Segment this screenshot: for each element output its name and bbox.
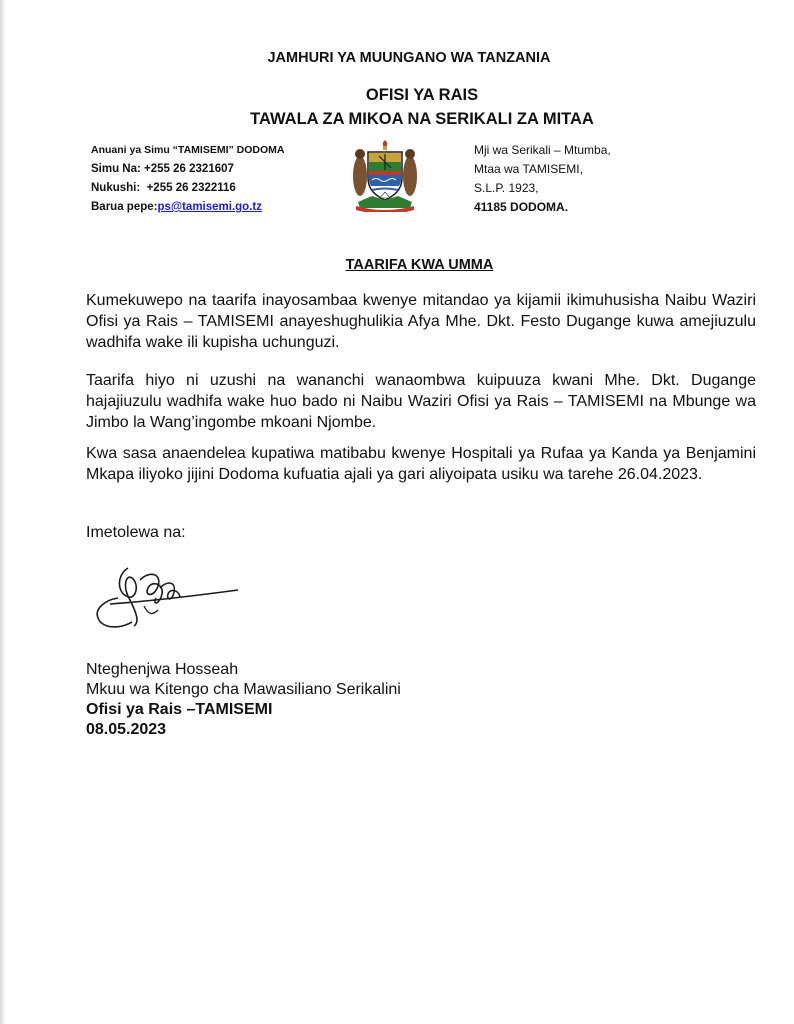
issued-by-label: Imetolewa na: [86,524,186,541]
fax-line [91,179,284,198]
signatory-name: Nteghenjwa Hosseah [86,661,239,678]
fax-number: +255 26 2322116 [146,182,236,194]
phone-number: +255 26 2321607 [144,163,234,175]
fax-label: Nukushi: [91,182,141,194]
postal-address [474,141,611,217]
office-heading: OFISI YA RAIS [365,86,479,104]
coat-of-arms-icon [350,140,420,212]
contact-block [91,141,284,217]
signatory-position: Mkuu wa Kitengo cha Mawasiliano Serikalini [86,681,401,698]
country-heading: JAMHURI YA MUUNGANO WA TANZANIA [267,50,551,66]
email-label: Barua pepe: [91,201,158,213]
email-line [91,198,284,217]
telegram-address: Anuani ya Simu “TAMISEMI” DODOMA [91,144,285,156]
page-edge-shadow [0,0,6,1024]
notice-paragraph-1: Kumekuwepo na taarifa inayosambaa kwenye mitandao ya kijamii ikimuhusisha Naibu Waziri Ofisi ya Rais – TAMISEMI anayeshughulikia Afya Mhe. Dkt. Festo Dugange kuwa amejiuzulu wadhifa wake ili kupisha uchunguzi. [86,292,756,351]
phone-line [91,160,284,179]
issue-date: 08.05.2023 [86,721,167,738]
address-line-1: Mji wa Serikali – Mtumba, [474,143,611,157]
signatory-office: Ofisi ya Rais –TAMISEMI [86,701,273,718]
address-line-3: S.L.P. 1923, [474,181,539,195]
notice-title: TAARIFA KWA UMMA [345,257,494,273]
phone-label: Simu Na: [91,163,141,175]
signature-image [88,560,248,642]
email-link[interactable]: ps@tamisemi.go.tz [157,201,262,213]
address-line-2: Mtaa wa TAMISEMI, [474,162,583,176]
notice-paragraph-2: Taarifa hiyo ni uzushi na wananchi wanaombwa kuipuuza kwani Mhe. Dkt. Dugange hajajiuzulu wadhifa wake huo bado ni Naibu Waziri Ofisi ya Rais – TAMISEMI na Mbunge wa Jimbo la Wang’ingombe mkoani Njombe. [86,372,756,431]
office-subheading: TAWALA ZA MIKOA NA SERIKALI ZA MITAA [250,110,594,128]
address-line-4: 41185 DODOMA. [474,200,569,214]
signatory-block [86,660,401,740]
notice-paragraph-3: Kwa sasa anaendelea kupatiwa matibabu kwenye Hospitali ya Rufaa ya Kanda ya Benjamini Mkapa iliyoko jijini Dodoma kufuatia ajali ya gari aliyoipata usiku wa tarehe 26.04.2023. [86,445,756,483]
